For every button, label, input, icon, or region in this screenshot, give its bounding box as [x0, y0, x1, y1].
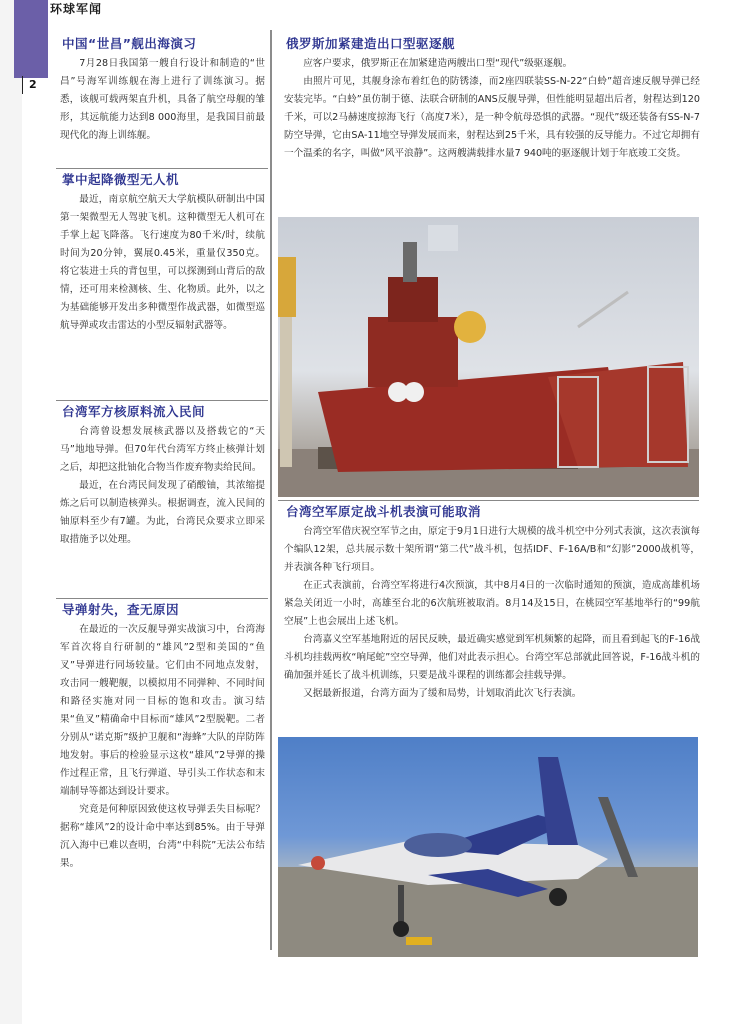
article-paragraph: 究竟是何种原因致使这枚导弹丢失目标呢？据称“雄风”2的设计命中率达到85%。由于导弹沉入海中已难以查明，台湾“中科院”无法公布结果。: [60, 804, 265, 869]
article-paragraph: 在正式表演前，台湾空军将进行4次预演，其中8月4日的一次临时通知的预演，造成高雄机场紧急关闭近一小时，高雄至台北的6次航班被取消。8月14及15日，在桃园空军基地举行的“99航空展”上也会展出上述飞机。: [284, 580, 700, 627]
article-paragraph: 最近，在台湾民间发现了硝酸铀，其浓缩提炼之后可以制造核弹头。根据调查，流入民间的铀原料至少有7罐。为此，台湾民众要求立即采取措施予以处理。: [60, 480, 265, 545]
fighter-jet-photo: [278, 737, 698, 957]
article-missile-miss: [60, 602, 265, 873]
section-header: 环球军闻: [50, 2, 103, 16]
article-separator: [56, 598, 268, 599]
article-separator: [278, 500, 699, 501]
page-number-rule: [22, 76, 23, 94]
headline: 台湾空军原定战斗机表演可能取消: [286, 504, 482, 519]
page-number: 2: [29, 78, 37, 91]
article-paragraph: 又据最新报道，台湾方面为了缓和局势，计划取消此次飞行表演。: [303, 688, 582, 699]
headline: 掌中起降微型无人机: [62, 172, 180, 187]
destroyer-illustration: [278, 217, 699, 497]
article-paragraph: 由照片可见，其舰身涂布着红色的防锈漆，而2座四联装SS-N-22“白蛉”超音速反舰导弹已经安装完毕。“白蛉”虽仿制于德、法联合研制的ANS反舰导弹，但性能明显超出后者，射程达到120千米，可以2马赫速度掠海飞行（高度7米），是一种令航母恐惧的武器。“现代”级还装备有SS-N-7防空导弹，它由SA-11地空导弹发展而来，射程达到25千米，具有较强的反导能力。不过它却拥有一个温柔的名字，叫做“风平浪静”。这两艘满载排水量7 940吨的驱逐舰计划于年底竣工交货。: [284, 76, 700, 159]
article-paragraph: 在最近的一次反舰导弹实战演习中，台湾海军首次将自行研制的“雄风”2型和美国的“鱼叉”导弹进行同场较量。它们由不同地点发射，攻击同一艘靶舰，以模拟用不同弹种、不同时间和路径实施对同一目标的饱和攻击。演习结果“鱼叉”精确命中目标而“雄风”2型脱靶。二者分别从“诺克斯”级护卫舰和“海蜂”大队的岸防阵地发射。事后的检验显示这枚“雄风”2导弹的操作过程正常，且飞行弹道、导引头工作状态和末端制导等都达到设计要求。: [60, 624, 265, 797]
article-nuclear-material: [60, 404, 265, 549]
headline: 导弹射失，查无原因: [62, 602, 180, 617]
headline: 俄罗斯加紧建造出口型驱逐舰: [286, 36, 456, 51]
article-micro-uav: [60, 172, 265, 335]
left-margin-band: [0, 0, 22, 1024]
article-taiwan-airshow: [284, 504, 700, 703]
article-separator: [56, 400, 268, 401]
article-paragraph: 7月28日我国第一艘自行设计和制造的“世昌”号海军训练舰在海上进行了训练演习。据悉，该舰可载两架直升机，具备了航空母舰的雏形，其远航能力达到8 000海里，是我国目前最现代化的海上训练舰。: [60, 58, 265, 141]
fighter-jet-illustration: [278, 737, 698, 957]
section-color-tab: [14, 0, 48, 78]
article-russian-destroyer: [284, 36, 700, 163]
article-shichang-ship: [60, 36, 265, 145]
article-paragraph: 台湾嘉义空军基地附近的居民反映，最近确实感觉到军机频繁的起降，而且看到起飞的F-16战斗机均挂载两枚“响尾蛇”空空导弹，他们对此表示担心。台湾空军总部就此回答说，F-16战斗机的确加强并延长了战斗机训练，只要是战斗课程的训练都会挂载导弹。: [284, 634, 700, 681]
article-separator: [56, 168, 268, 169]
article-paragraph: 台湾曾设想发展核武器以及搭载它的“天马”地地导弹。但70年代台湾军方终止核弹计划之后，却把这批铀化合物当作废弃物卖给民间。: [60, 426, 265, 473]
column-divider: [270, 30, 272, 950]
headline: 台湾军方核原料流入民间: [62, 404, 206, 419]
article-paragraph: 台湾空军借庆祝空军节之由，原定于9月1日进行大规模的战斗机空中分列式表演，这次表演每个编队12架，总共展示数十架所谓“第二代”战斗机，包括IDF、F-16A/B和“幻影”2000战机等，并表演各种飞行项目。: [284, 526, 700, 573]
headline: 中国“世昌”舰出海演习: [62, 36, 197, 51]
article-paragraph: 最近，南京航空航天大学航模队研制出中国第一架微型无人驾驶飞机。这种微型无人机可在手掌上起飞降落。飞行速度为80千米/时，续航时间为20分钟，翼展0.45米，重量仅350克。将它装进士兵的背包里，可以探测到山背后的敌情，还可用来检测核、生、化物质。此外，以之为基础能够开发出多种微型作战武器，如微型巡航导弹或攻击雷达的小型反辐射武器等。: [60, 194, 265, 331]
destroyer-photo: [278, 217, 699, 497]
article-paragraph: 应客户要求，俄罗斯正在加紧建造两艘出口型“现代”级驱逐舰。: [303, 58, 573, 69]
